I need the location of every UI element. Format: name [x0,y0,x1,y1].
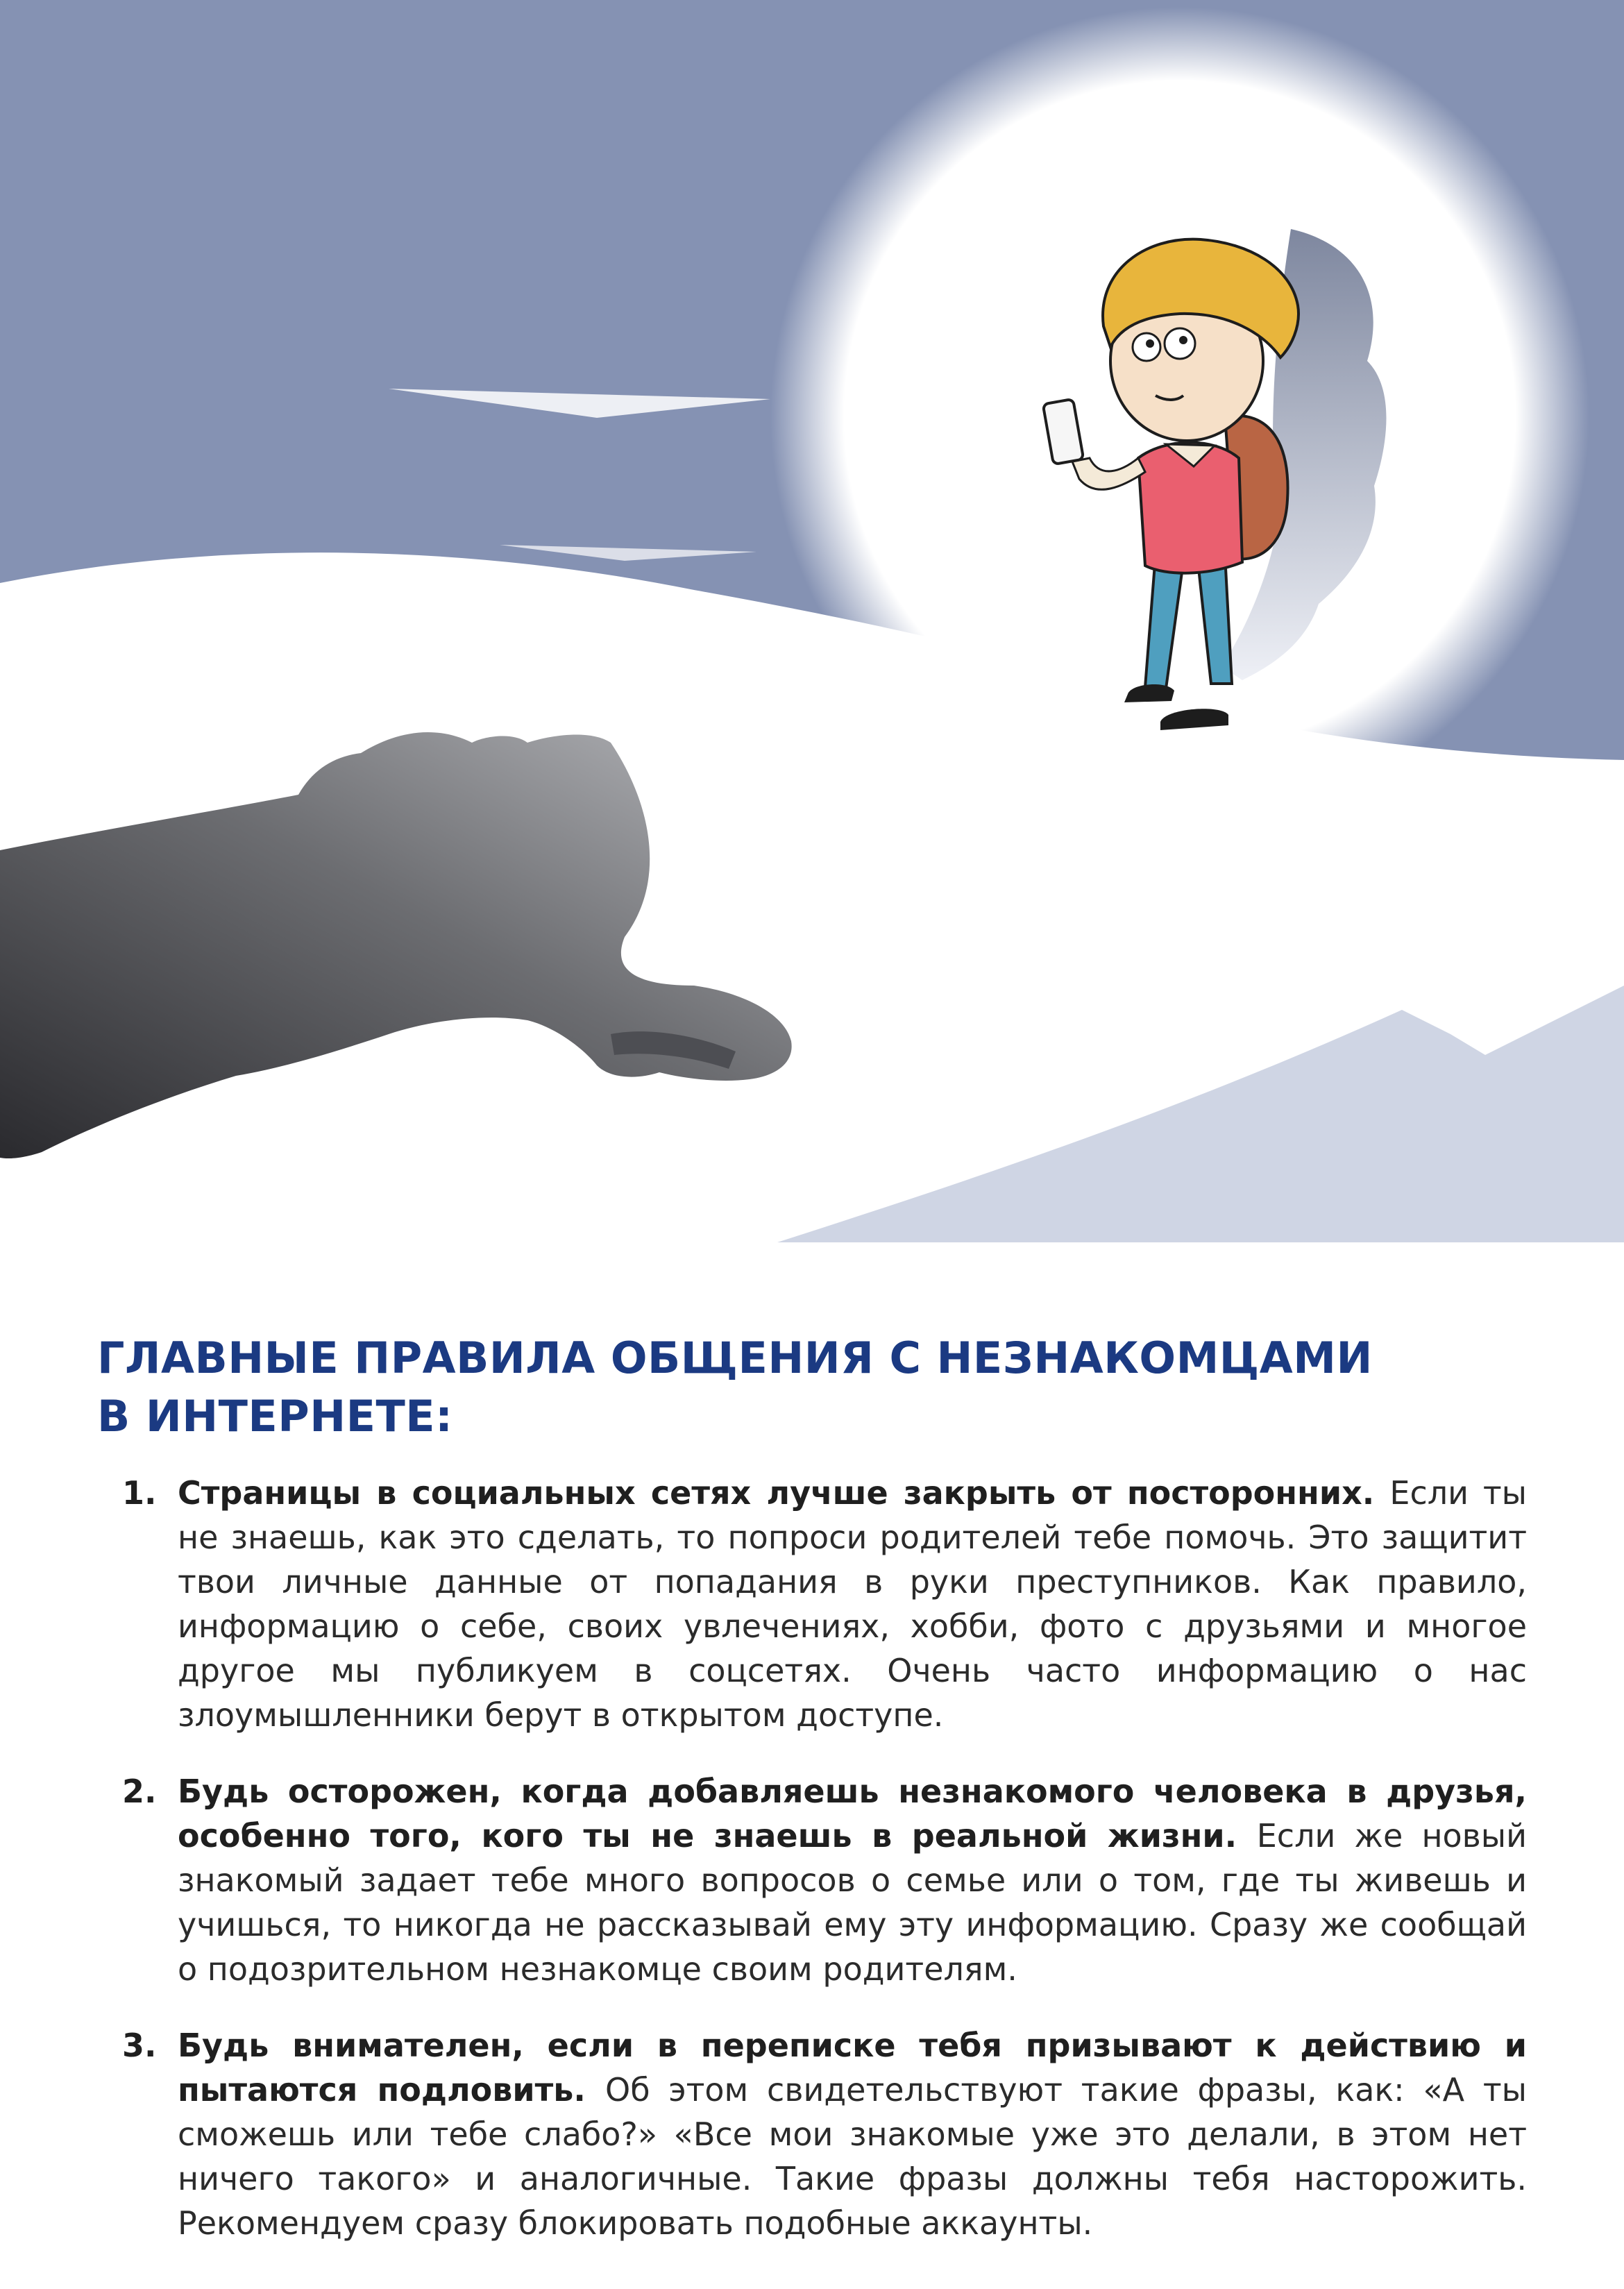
rule-number: 2. [122,1773,157,1810]
title-line-1: ГЛАВНЫЕ ПРАВИЛА ОБЩЕНИЯ С НЕЗНАКОМЦАМИ [97,1333,1373,1383]
rule-text: Если же новый знакомый задает тебе много вопросов о семье или о том, где ты живешь и учишься, то никогда не рассказывай ему эту информацию. Сразу же сообщай о подозрительном незнакомце своим родителям. [178,1817,1528,1988]
rule-lead: Страницы в социальных сетях лучше закрыть от посторонних. [178,1474,1390,1512]
rule-number: 1. [122,1474,157,1512]
list-item [97,1769,1527,1991]
boy-eye [1133,333,1160,361]
page-title [97,1329,1527,1446]
list-item [97,1471,1527,1737]
rules-list [97,1471,1527,2245]
text-content [97,1329,1527,2277]
title-line-2: В ИНТЕРНЕТЕ: [97,1391,453,1442]
rule-text: Об этом свидетельствуют такие фразы, как: «А ты сможешь или тебе слабо?» «Все мои знакомые уже это делали, в этом нет ничего такого» и аналогичные. Такие фразы должны тебя насторожить. Рекомендуем сразу блокировать подобные аккаунты. [178,2071,1527,2242]
rule-lead: Будь осторожен, когда добавляешь незнакомого человека в друзья, особенно того, кого ты не знаешь в реальной жизни. [178,1773,1527,1855]
rule-text: Если ты не знаешь, как это сделать, то попроси родителей тебе помочь. Это защитит твои личные данные от попадания в руки преступников. Как правило, информацию о себе, своих увлечениях, хобби, фото с друзьями и многое другое мы публикуем в соцсетях. Очень часто информацию о нас злоумышленники берут в открытом доступе. [178,1474,1527,1734]
boy-eye [1165,328,1195,359]
rule-lead: Будь внимателен, если в переписке тебя призывают к действию и пытаются подловить. [178,2027,1527,2109]
list-item [97,2023,1527,2245]
rule-number: 3. [122,2027,157,2064]
boy-pupil [1179,336,1187,344]
boy-pupil [1146,339,1154,348]
